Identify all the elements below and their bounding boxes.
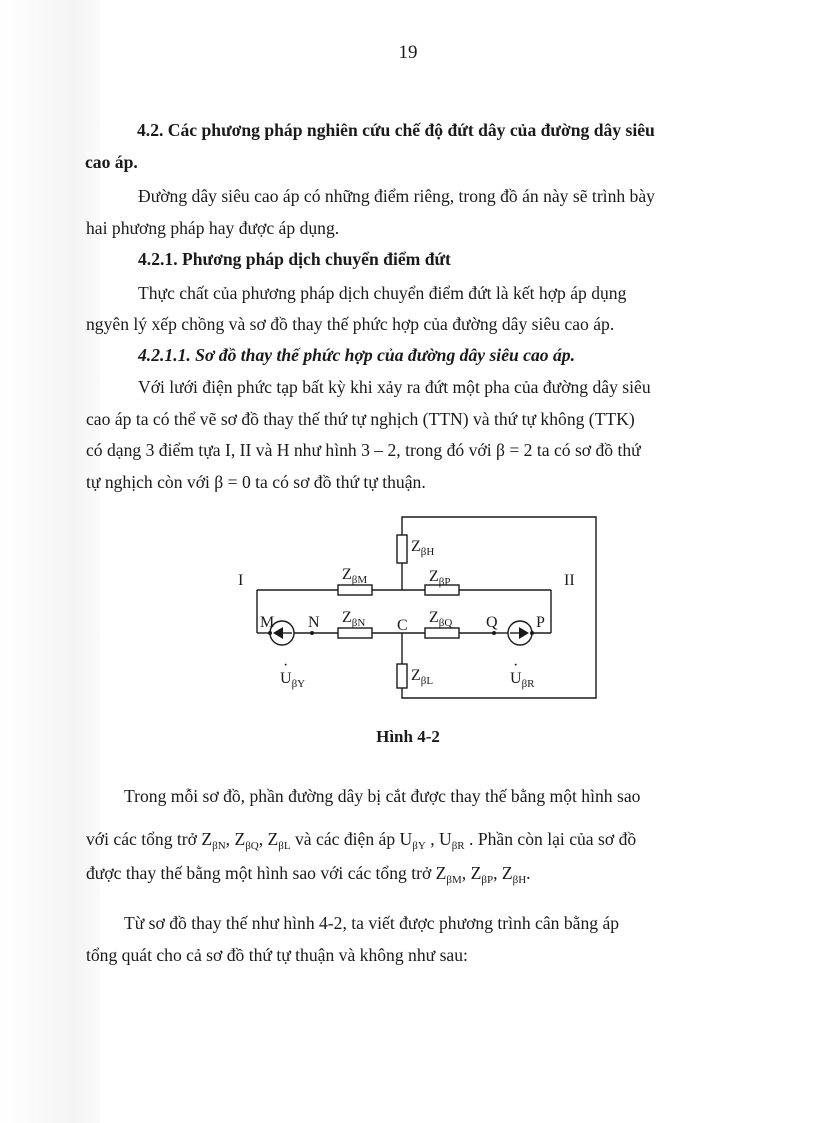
para2-line-2: với các tổng trở $Z_{\beta N}$, $Z_{\beta Q}$, $Z_{\beta L}$ và các điện áp $U_{\beta Y}$ , $U_{\beta R}$ . Phần còn lại của sơ đồ xyxy=(86,829,637,852)
label-z-bh: $Z_{\beta H}$ xyxy=(411,538,435,558)
resistor-z-bn xyxy=(338,628,372,638)
label-u-br: · $U_{\beta R}$ xyxy=(510,671,535,690)
section-heading-number: 4.2. xyxy=(137,120,164,140)
source-u-by-arrow xyxy=(273,627,283,639)
label-z-bm: $Z_{\beta M}$ xyxy=(342,566,368,586)
node-m-dot xyxy=(268,631,272,635)
node-label-q: Q xyxy=(486,614,498,631)
resistor-z-bl xyxy=(397,664,407,688)
node-q-dot xyxy=(492,631,496,635)
node-label-c: C xyxy=(397,617,408,634)
para3-line-1: Từ sơ đồ thay thế như hình 4-2, ta viết được phương trình cân bằng áp xyxy=(124,913,620,933)
label-u-by: · $U_{\beta Y}$ xyxy=(280,671,305,690)
subsubsection-heading: 4.2.1.1. Sơ đồ thay thế phức hợp của đường dây siêu cao áp. xyxy=(138,345,575,365)
para3-line-2: tổng quát cho cả sơ đồ thứ tự thuận và không như sau: xyxy=(86,945,468,965)
label-z-bl: $Z_{\beta L}$ xyxy=(411,667,434,687)
subsection-para-line-1: Thực chất của phương pháp dịch chuyển điểm đứt là kết hợp áp dụng xyxy=(138,283,627,303)
subsubsection-line-3: có dạng 3 điểm tựa I, II và H như hình 3 – 2, trong đó với β = 2 ta có sơ đồ thứ xyxy=(86,440,641,460)
label-z-bn: $Z_{\beta N}$ xyxy=(342,609,366,629)
section-heading xyxy=(137,120,655,141)
circuit-diagram xyxy=(230,515,610,720)
label-z-bp: $Z_{\beta P}$ xyxy=(429,568,451,588)
intro-line-1: Đường dây siêu cao áp có những điểm riêng, trong đồ án này sẽ trình bày xyxy=(138,186,655,206)
node-label-i: I xyxy=(238,572,244,589)
section-heading-text: Các phương pháp nghiên cứu chế độ đứt dây của đường dây siêu xyxy=(167,120,655,140)
resistor-z-bm xyxy=(338,585,372,595)
para2-line-3: được thay thế bằng một hình sao với các tổng trở $Z_{\beta M}$, $Z_{\beta P}$, $Z_{\beta H}$. xyxy=(86,863,531,886)
source-u-br-arrow xyxy=(519,627,529,639)
resistor-z-bh xyxy=(397,535,407,563)
subsubsection-line-4: tự nghịch còn với β = 0 ta có sơ đồ thứ tự thuận. xyxy=(86,472,426,492)
node-label-n: N xyxy=(308,614,320,631)
label-z-bq: $Z_{\beta Q}$ xyxy=(429,609,453,629)
para2-line-1: Trong mỗi sơ đồ, phần đường dây bị cắt được thay thế bằng một hình sao xyxy=(124,786,641,806)
intro-line-2: hai phương pháp hay được áp dụng. xyxy=(86,218,340,238)
subsubsection-line-2: cao áp ta có thể vẽ sơ đồ thay thế thứ tự nghịch (TTN) và thứ tự không (TTK) xyxy=(86,409,635,429)
node-label-m: M xyxy=(260,614,275,631)
subsection-para-line-2: ngyên lý xếp chồng và sơ đồ thay thế phức hợp của đường dây siêu cao áp. xyxy=(86,314,615,334)
subsubsection-line-1: Với lưới điện phức tạp bất kỳ khi xảy ra đứt một pha của đường dây siêu xyxy=(138,377,651,397)
figure-caption: Hình 4-2 xyxy=(376,727,440,746)
node-n-dot xyxy=(310,631,314,635)
node-label-ii: II xyxy=(564,572,575,589)
section-heading-cont: cao áp. xyxy=(85,152,138,172)
node-p-dot xyxy=(530,631,534,635)
page-number: 19 xyxy=(398,42,418,63)
subsection-heading: 4.2.1. Phương pháp dịch chuyển điểm đứt xyxy=(138,249,451,269)
resistor-z-bq xyxy=(425,628,459,638)
node-label-p: P xyxy=(536,614,545,631)
